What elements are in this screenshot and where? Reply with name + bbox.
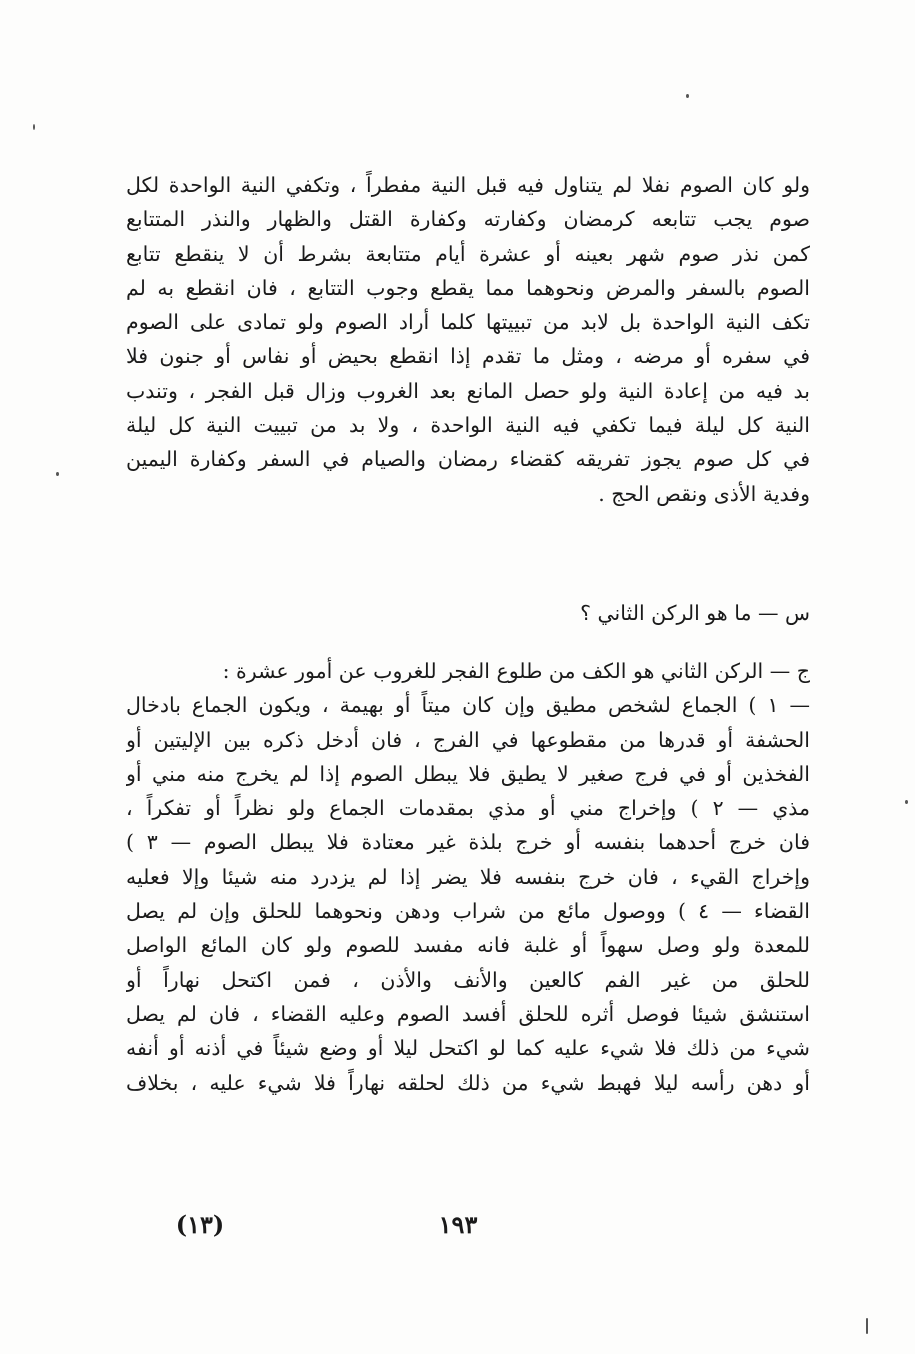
text-line: ولو كان الصوم نفلا لم يتناول فيه قبل النية مفطراً ، وتكفي النية الواحدة لكل (126, 173, 810, 197)
text-line: وفدية الأذى ونقص الحج . (598, 481, 810, 506)
answer (126, 654, 810, 1100)
text-line: بد فيه من إعادة النية ولو حصل المانع بعد الغروب وزال قبل الفجر ، وتندب (126, 378, 810, 403)
scan-speck (33, 124, 35, 130)
text-line: أو دهن رأسه ليلا فهبط شيء من ذلك لحلقه نهاراً فلا شيء عليه ، بخلاف (126, 1070, 810, 1095)
text-line: الصوم بالسفر والمرض ونحوهما مما يقطع وجوب التتابع ، فان انقطع به لم (126, 275, 810, 300)
text-line: في كل صوم يجوز تفريقه كقضاء رمضان والصيام في السفر وكفارة اليمين (126, 447, 810, 472)
text-line: وإخراج القيء ، فان خرج بنفسه فلا يضر إذا لم يزدرد منه شيئا وإلا فعليه (126, 864, 810, 889)
question-line: س — ما هو الركن الثاني ؟ (580, 601, 810, 625)
text-line: الحشفة أو قدرها من مقطوعها في الفرج ، فان أدخل ذكره بين الإليتين أو (126, 727, 810, 752)
scan-speck (905, 800, 908, 804)
signature-mark: (١٣) (175, 1210, 225, 1239)
text-line: في سفره أو مرضه ، ومثل ما تقدم إذا انقطع بحيض أو نفاس أو جنون فلا (126, 344, 810, 369)
text-line: ج — الركن الثاني هو الكف من طلوع الفجر للغروب عن أمور عشرة : (222, 659, 810, 683)
text-line: كمن نذر صوم شهر بعينه أو عشرة أيام متتابعة بشرط أن لا ينقطع تتابع (126, 241, 810, 266)
text-line: للمعدة ولو وصل سهواً أو غلبة فانه مفسد للصوم ولو كان المائع الواصل (126, 933, 810, 958)
text-line: مذي — ٢ ) وإخراج مني أو مذي بمقدمات الجماع ولو نظراً أو تفكراً ، (126, 796, 810, 821)
text-line: شيء من ذلك فلا شيء عليه كما لو اكتحل ليلا أو وضع شيئاً في أذنه أو أنفه (126, 1036, 810, 1061)
text-line: فان خرج أحدهما بنفسه أو خرج بلذة غير معتادة فلا يبطل الصوم — ٣ ) (126, 830, 810, 855)
scan-speck (56, 472, 59, 476)
text-line: النية كل ليلة فيما تكفي فيه النية الواحدة ، ولا بد من تبييت النية كل ليلة (126, 413, 810, 438)
text-line: القضاء — ٤ ) ووصول مائع من شراب ودهن ونحوهما للحلق وإن لم يصل (126, 899, 810, 924)
text-line: تكف النية الواحدة بل لابد من تبييتها كلما أراد الصوم ولو تمادى على الصوم (126, 310, 810, 335)
text-line: — ١ ) الجماع لشخص مطيق وإن كان ميتاً أو بهيمة ، ويكون الجماع بادخال (126, 693, 810, 718)
scan-speck (686, 94, 689, 98)
text-line: الفخذين أو في فرج صغير لا يطيق فلا يبطل الصوم إذا لم يخرج منه مني أو (126, 761, 810, 786)
page-number: ١٩٣ (438, 1210, 478, 1239)
question (126, 596, 810, 630)
scan-speck (866, 1318, 868, 1334)
text-line: صوم يجب تتابعه كرمضان وكفارته وكفارة القتل والظهار والنذر المتتابع (126, 207, 810, 232)
text-line: للحلق من غير الفم كالعين والأنف والأذن ، فمن اكتحل نهاراً أو (126, 967, 810, 992)
text-line: استنشق شيئا فوصل أثره للحلق أفسد الصوم وعليه القضاء ، فان لم يصل (126, 1001, 810, 1026)
paragraph-1 (126, 168, 810, 511)
page-footer (0, 1210, 915, 1250)
